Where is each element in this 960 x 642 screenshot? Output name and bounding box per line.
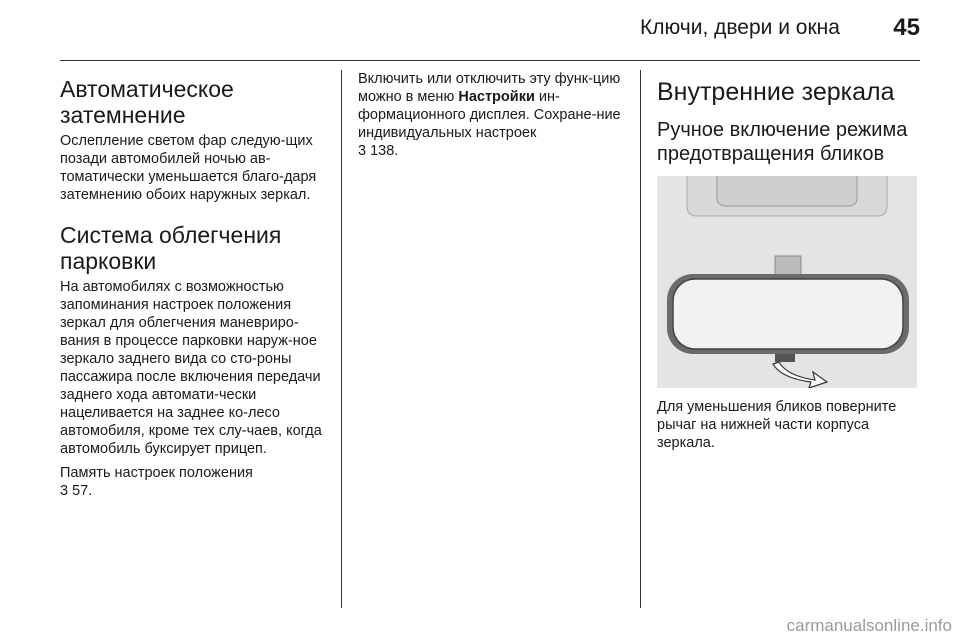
memory-text: Память настроек положения <box>60 465 253 481</box>
caption-antiglare: Для уменьшения бликов поверните рычаг на нижней части корпуса зеркала. <box>657 399 897 451</box>
heading-interior-mirrors: Внутренние зеркала <box>657 78 895 106</box>
reference-arrow-icon: 3 <box>358 143 367 159</box>
settings-text-2: ин-формационного дисплея. Сохране-ние индивидуальных настроек <box>358 89 621 141</box>
header-rule <box>60 60 920 61</box>
column-3 <box>657 70 922 458</box>
memory-page-ref[interactable]: 57. <box>72 483 93 499</box>
page-number: 45 <box>893 14 920 41</box>
column-2 <box>358 70 628 166</box>
column-divider-1 <box>341 70 342 608</box>
mirror-drawing <box>657 176 917 388</box>
mirror-illustration <box>657 176 917 388</box>
paragraph-memory <box>60 464 330 500</box>
heading-auto-dimming: Автоматическое затемнение <box>60 76 234 128</box>
heading-parking-assist: Система облегчения парковки <box>60 222 282 274</box>
paragraph-auto-dimming: Ослепление светом фар следую-щих позади автомобилей ночью ав-томатически уменьшается благо-даря затемнению обоих наружных зеркал. <box>60 133 317 203</box>
watermark: carmanualsonline.info <box>786 616 952 635</box>
heading-manual-antiglare: Ручное включение режима предотвращения бликов <box>657 119 908 165</box>
column-1 <box>60 70 330 506</box>
paragraph-settings <box>358 70 628 160</box>
reference-arrow-icon: 3 <box>60 483 69 499</box>
settings-menu-name: Настройки <box>458 89 535 105</box>
settings-text-1: Включить или отключить эту функ-цию можно в меню <box>358 71 621 105</box>
paragraph-parking-assist: На автомобилях с возможностью запоминания настроек положения зеркал для облегчения маневриро-вания в процессе парковки наруж-ное зеркало заднего вида со сто-роны пассажира после включения передачи заднего хода автомати-чески нацеливается на заднее ко-лесо автомобиля, кроме тех слу-чаев, когда автомобиль буксирует прицеп. <box>60 279 322 457</box>
running-header: Ключи, двери и окна <box>640 16 840 39</box>
settings-page-ref[interactable]: 138. <box>370 143 399 159</box>
column-divider-2 <box>640 70 641 608</box>
